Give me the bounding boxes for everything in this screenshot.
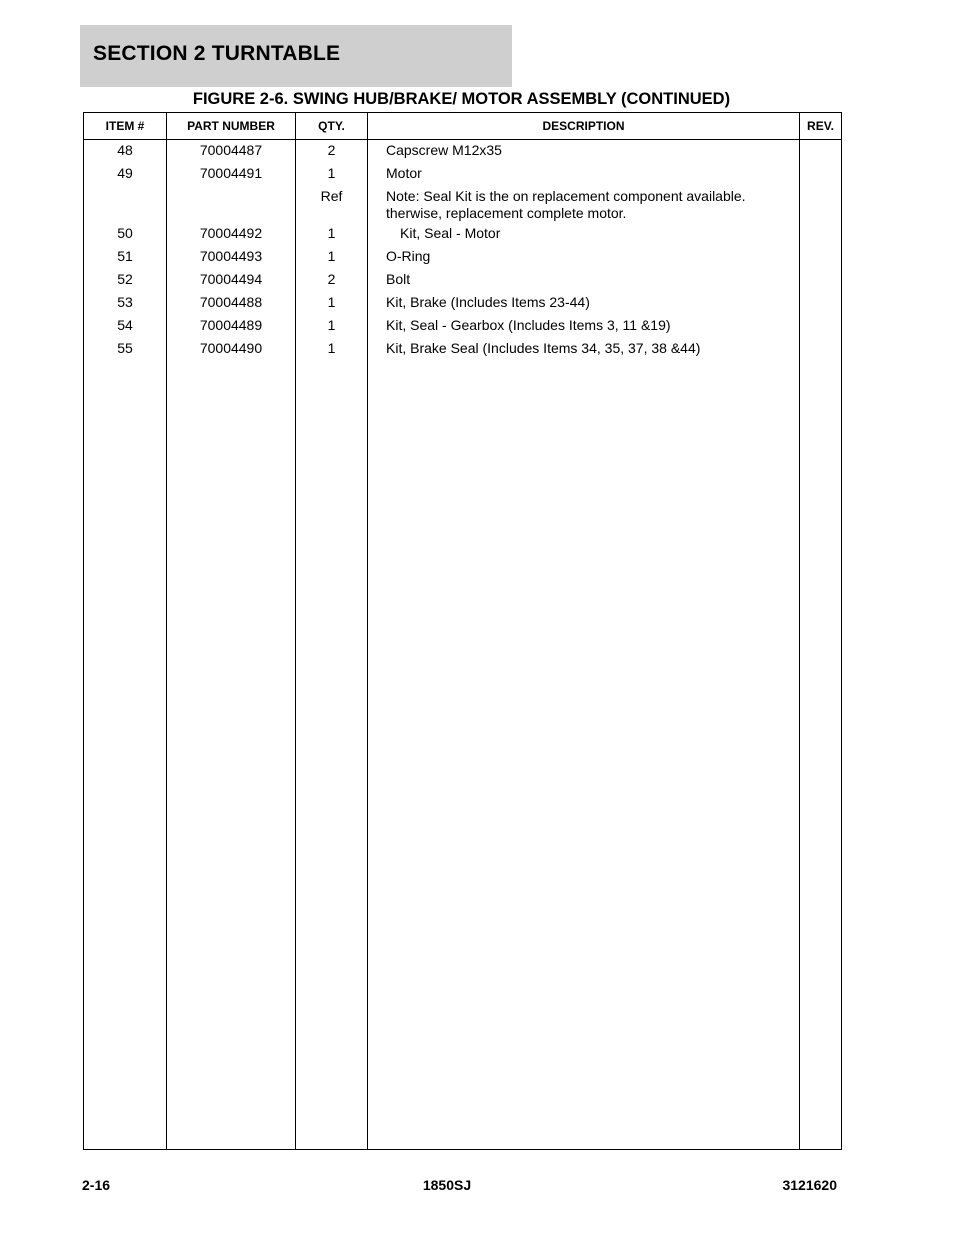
description: Kit, Brake Seal (Includes Items 34, 35, 37, 38 &44) [368,338,800,361]
part-number: 70004491 [167,163,296,186]
filler-cell [800,361,842,1150]
quantity: 1 [296,315,368,338]
part-number: 70004488 [167,292,296,315]
page-number: 2-16 [82,1177,111,1193]
table-row [84,315,842,338]
table-row [84,269,842,292]
item-number: 50 [84,223,167,246]
description: Kit, Seal - Gearbox (Includes Items 3, 11 &19) [368,315,800,338]
table-header-row [84,113,842,140]
table-row [84,163,842,186]
description: Bolt [368,269,800,292]
part-number [167,186,296,223]
header-qty: QTY. [296,113,368,140]
item-number: 53 [84,292,167,315]
revision [800,163,842,186]
quantity: 1 [296,163,368,186]
filler-cell [296,361,368,1150]
section-header [80,25,512,87]
item-number: 49 [84,163,167,186]
part-number: 70004494 [167,269,296,292]
revision [800,269,842,292]
figure-title: FIGURE 2-6. SWING HUB/BRAKE/ MOTOR ASSEMBLY (CONTINUED) [192,90,731,108]
part-number: 70004493 [167,246,296,269]
revision [800,223,842,246]
description: Motor [368,163,800,186]
table-row [84,223,842,246]
revision [800,292,842,315]
revision [800,140,842,164]
revision [800,186,842,223]
part-number: 70004492 [167,223,296,246]
table-row [84,292,842,315]
filler-cell [84,361,167,1150]
table-row [84,338,842,361]
table-row [84,140,842,164]
header-part-number: PART NUMBER [167,113,296,140]
section-title: SECTION 2 TURNTABLE [93,42,341,65]
note-line-2: therwise, replacement complete motor. [386,205,627,221]
table-filler-row [84,361,842,1150]
description: Capscrew M12x35 [368,140,800,164]
quantity: Ref [296,186,368,223]
document-number: 3121620 [782,1177,837,1193]
table-row [84,186,842,223]
quantity: 1 [296,292,368,315]
parts-table [83,112,842,1150]
quantity: 2 [296,140,368,164]
item-number: 55 [84,338,167,361]
item-number [84,186,167,223]
header-rev: REV. [800,113,842,140]
revision [800,315,842,338]
quantity: 1 [296,246,368,269]
header-description: DESCRIPTION [368,113,800,140]
description: O-Ring [368,246,800,269]
description: Kit, Brake (Includes Items 23-44) [368,292,800,315]
model-name: 1850SJ [422,1177,472,1193]
quantity: 2 [296,269,368,292]
header-item: ITEM # [84,113,167,140]
filler-cell [368,361,800,1150]
filler-cell [167,361,296,1150]
table-row [84,246,842,269]
description-text: Kit, Seal - Motor [400,225,501,241]
part-number: 70004490 [167,338,296,361]
revision [800,246,842,269]
part-number: 70004489 [167,315,296,338]
note-line-1: Note: Seal Kit is the on replacement component available. [386,188,746,204]
quantity: 1 [296,338,368,361]
item-number: 52 [84,269,167,292]
quantity: 1 [296,223,368,246]
part-number: 70004487 [167,140,296,164]
description [368,223,800,246]
item-number: 51 [84,246,167,269]
revision [800,338,842,361]
item-number: 54 [84,315,167,338]
description-note [368,186,800,223]
item-number: 48 [84,140,167,164]
